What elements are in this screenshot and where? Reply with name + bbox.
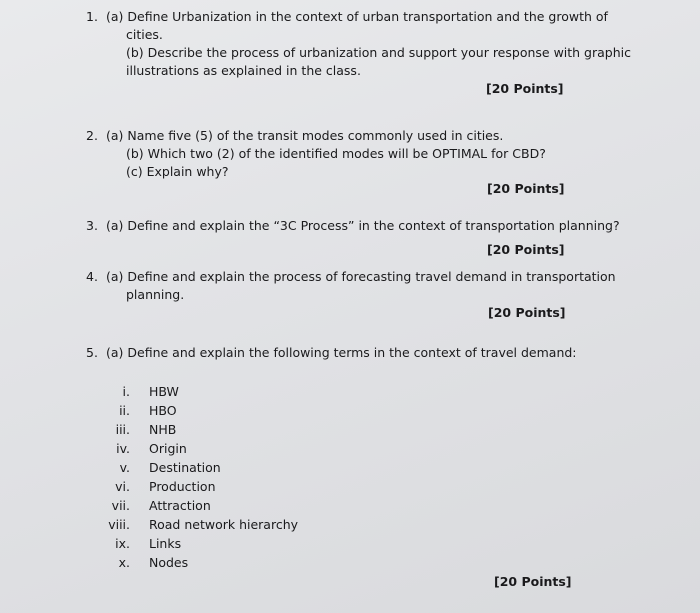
question-line: (a) Define and explain the following terms in the context of travel demand: xyxy=(106,345,577,360)
question-number: 1. xyxy=(86,9,98,24)
question-line: cities. xyxy=(126,27,163,42)
question-number: 5. xyxy=(86,345,98,360)
term-text: Nodes xyxy=(149,555,189,570)
term-text: Destination xyxy=(149,460,221,475)
term-text: Origin xyxy=(149,441,187,456)
roman-numeral: vii. xyxy=(111,498,130,513)
question-line: illustrations as explained in the class. xyxy=(126,63,361,78)
question-line: (c) Explain why? xyxy=(126,164,229,179)
term-text: HBO xyxy=(149,403,177,418)
term-text: Road network hierarchy xyxy=(149,517,299,532)
roman-numeral: x. xyxy=(118,555,130,570)
question-line: planning. xyxy=(126,287,185,302)
roman-numeral: v. xyxy=(119,460,130,475)
question-number: 3. xyxy=(86,218,98,233)
question-number: 4. xyxy=(86,269,98,284)
points-label: [20 Points] xyxy=(487,242,565,257)
points-label: [20 Points] xyxy=(494,574,572,589)
roman-numeral: ii. xyxy=(119,403,130,418)
points-label: [20 Points] xyxy=(487,181,565,196)
roman-numeral: viii. xyxy=(108,517,130,532)
question-line: (a) Define Urbanization in the context of urban transportation and the growth of xyxy=(106,9,608,24)
question-line: (a) Name five (5) of the transit modes commonly used in cities. xyxy=(106,128,504,143)
question-line: (a) Define and explain the “3C Process” in the context of transportation planning? xyxy=(106,218,620,233)
roman-numeral: iii. xyxy=(115,422,130,437)
points-label: [20 Points] xyxy=(486,81,564,96)
term-text: Production xyxy=(149,479,216,494)
term-text: NHB xyxy=(149,422,177,437)
roman-numeral: vi. xyxy=(115,479,130,494)
question-number: 2. xyxy=(86,128,98,143)
question-line: (b) Describe the process of urbanization and support your response with graphic xyxy=(126,45,631,60)
term-text: Links xyxy=(149,536,182,551)
points-label: [20 Points] xyxy=(488,305,566,320)
term-text: HBW xyxy=(149,384,179,399)
roman-numeral: ix. xyxy=(115,536,130,551)
question-line: (a) Define and explain the process of forecasting travel demand in transportation xyxy=(106,269,616,284)
roman-numeral: i. xyxy=(122,384,130,399)
term-text: Attraction xyxy=(149,498,211,513)
roman-numeral: iv. xyxy=(116,441,130,456)
question-line: (b) Which two (2) of the identified modes will be OPTIMAL for CBD? xyxy=(126,146,546,161)
